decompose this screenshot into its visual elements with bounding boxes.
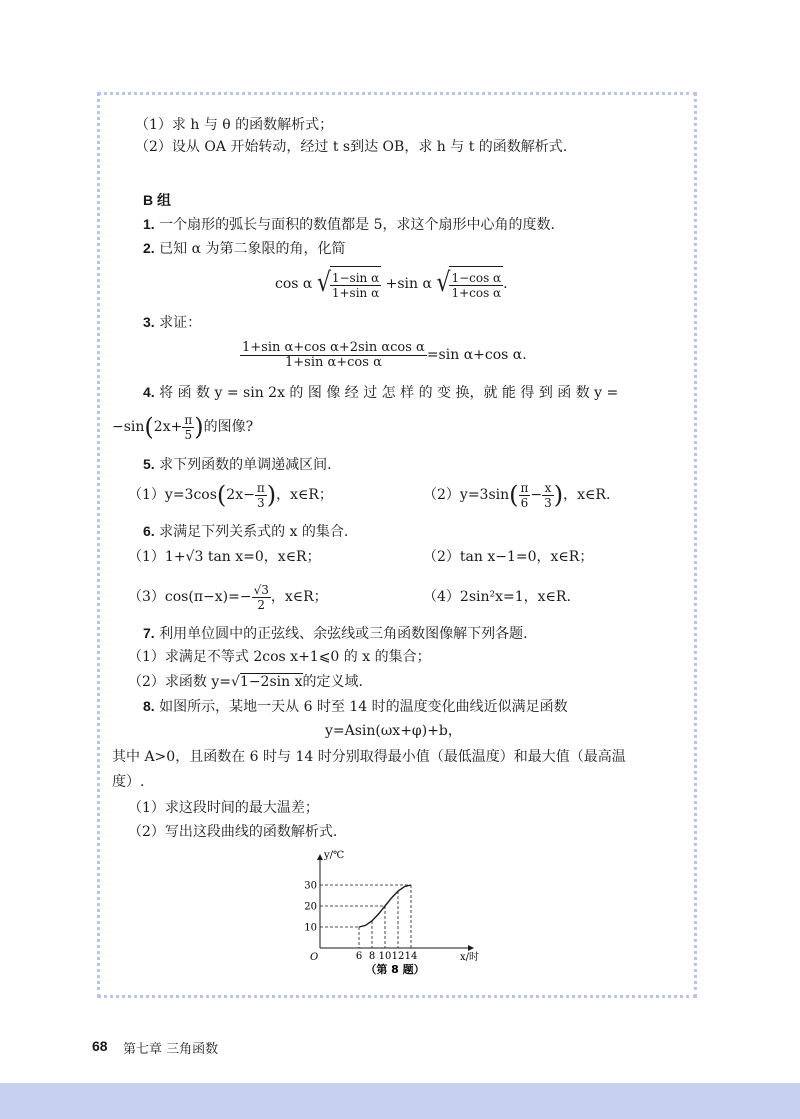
expr: 2x+ [153, 419, 183, 435]
expr: ，x∈R； [276, 487, 333, 503]
frac-den: 6 [520, 495, 529, 510]
question-4 [143, 383, 618, 402]
question-8-formula: y=Asin(ωx+φ)+b， [325, 723, 462, 739]
expr: （1）y=3cos [128, 487, 217, 503]
question-7 [143, 624, 528, 643]
x-tick-label: 14 [404, 951, 418, 962]
origin-label: O [310, 952, 319, 963]
frac-den: 3 [544, 495, 552, 510]
formula-period: . [503, 276, 508, 292]
formula-rhs: =sin α+cos α. [426, 347, 527, 363]
expr: （3）cos(π−x)=− [128, 589, 252, 605]
y-tick-label: 30 [304, 880, 317, 892]
page-number: 68 [92, 1038, 108, 1054]
question-5-part1 [128, 478, 333, 512]
question-1 [143, 215, 555, 234]
question-6-part4: （4）2sin²x=1，x∈R. [423, 589, 571, 605]
temperature-chart [300, 848, 500, 978]
question-text: 求下列函数的单调递减区间. [159, 457, 332, 473]
question-text: 将 函 数 y = sin 2x 的 图 像 经 过 怎 样 的 变 换，就 能 得 到 函 数 y = [159, 385, 619, 401]
question-8 [143, 697, 568, 716]
paren-left: ( [509, 481, 519, 509]
question-a-part1: （1）求 h 与 θ 的函数解析式； [135, 117, 334, 133]
y-axis-arrow [317, 854, 323, 860]
frac-den: 1+cos α [451, 285, 502, 300]
formula-plus-sin: +sin α [385, 276, 432, 292]
frac-den: 5 [184, 427, 193, 442]
question-number: 6. [143, 523, 155, 539]
question-8-part2: （2）写出这段曲线的函数解析式. [128, 824, 338, 840]
question-number: 1. [143, 216, 155, 232]
paren-right: ) [266, 481, 277, 509]
question-3-formula [240, 338, 527, 372]
paren-left: ( [144, 413, 154, 441]
chapter-title: 第七章 三角函数 [123, 1042, 219, 1057]
frac-num: π [184, 412, 193, 427]
question-5-part2 [423, 478, 610, 512]
formula-cos: cos α [275, 276, 313, 292]
frac-den: 3 [256, 495, 265, 510]
frac-num: √3 [253, 582, 269, 597]
question-text: 求证： [159, 315, 202, 331]
expr: 2x− [226, 487, 255, 503]
minus: − [530, 487, 543, 503]
question-8-line3: 其中 A>0，且函数在 6 时与 14 时分别取得最小值（最低温度）和最大值（最高温 [112, 749, 626, 765]
frac-num: 1−sin α [331, 270, 380, 285]
paren-right: ) [553, 481, 564, 509]
frac-num: 1+sin α+cos α+2sin αcos α [242, 339, 425, 355]
question-text: 如图所示，某地一天从 6 时至 14 时的温度变化曲线近似满足函数 [159, 699, 568, 715]
expr: ，x∈R. [563, 487, 611, 503]
expr: （2）y=3sin [423, 487, 510, 503]
neg-sin: −sin [112, 419, 145, 435]
footer-bar [0, 1083, 800, 1119]
question-3 [143, 313, 201, 332]
frac-num: π [520, 480, 529, 495]
expr: （2）求函数 y= [128, 674, 231, 690]
expr: ，x∈R； [270, 589, 328, 605]
x-axis-arrow [468, 945, 474, 951]
sqrt-body [330, 266, 381, 302]
figure-caption: （第 8 题） [365, 963, 425, 976]
question-7-part2: （2）求函数 y=√1−2sin x的定义域. [128, 674, 363, 690]
frac-num: π [256, 480, 265, 495]
question-6 [143, 522, 348, 541]
question-8-line4: 度）. [112, 774, 145, 790]
question-a-part2: （2）设从 OA 开始转动，经过 t s到达 OB，求 h 与 t 的函数解析式. [135, 139, 568, 155]
question-7-part1: （1）求满足不等式 2cos x+1⩽0 的 x 的集合； [128, 649, 431, 665]
expr: 的定义域. [302, 674, 363, 690]
x-tick-label: 8 [368, 951, 376, 962]
text: 的图像? [203, 419, 254, 435]
question-8-part1: （1）求这段时间的最大温差； [128, 800, 319, 816]
question-6-part2: （2）tan x−1=0，x∈R； [423, 549, 594, 565]
question-4-line2 [112, 410, 253, 444]
x-axis-label: x/时 [460, 952, 480, 963]
frac-den: 2 [257, 597, 266, 612]
paren-right: ) [194, 413, 204, 441]
x-tick-label: 12 [391, 951, 405, 962]
question-text: 求满足下列关系式的 x 的集合. [159, 524, 349, 540]
question-number: 2. [143, 240, 155, 256]
sqrt-body [449, 266, 503, 302]
question-6-part3 [128, 580, 328, 614]
question-2 [143, 239, 346, 258]
x-tick-label: 10 [378, 951, 392, 962]
question-number: 3. [143, 314, 155, 330]
question-2-formula [275, 266, 508, 302]
question-5 [143, 455, 332, 474]
paren-left: ( [216, 481, 227, 509]
sqrt-sign: √ [436, 268, 451, 299]
y-axis-label: y/℃ [324, 850, 345, 861]
y-tick-label: 10 [304, 922, 317, 934]
sqrt-body: 1−2sin x [239, 674, 303, 690]
question-6-part1: （1）1+√3 tan x=0，x∈R； [128, 549, 321, 565]
question-text: 已知 α 为第二象限的角，化简 [159, 241, 346, 257]
x-tick-label: 6 [355, 951, 363, 962]
group-b-heading: B 组 [143, 192, 171, 208]
frac-num: 1−cos α [451, 270, 502, 285]
question-number: 8. [143, 698, 155, 714]
y-tick-label: 20 [304, 901, 317, 913]
question-number: 7. [143, 625, 155, 641]
question-text: 一个扇形的弧长与面积的数值都是 5，求这个扇形中心角的度数. [159, 217, 555, 233]
question-number: 4. [143, 384, 155, 400]
frac-num: x [542, 481, 554, 496]
question-text: 利用单位圆中的正弦线、余弦线或三角函数图像解下列各题. [159, 626, 528, 642]
sqrt-sign: √ [316, 268, 331, 299]
frac-den: 1+sin α [331, 285, 380, 300]
question-number: 5. [143, 456, 155, 472]
frac-den: 1+sin α+cos α [284, 354, 382, 370]
